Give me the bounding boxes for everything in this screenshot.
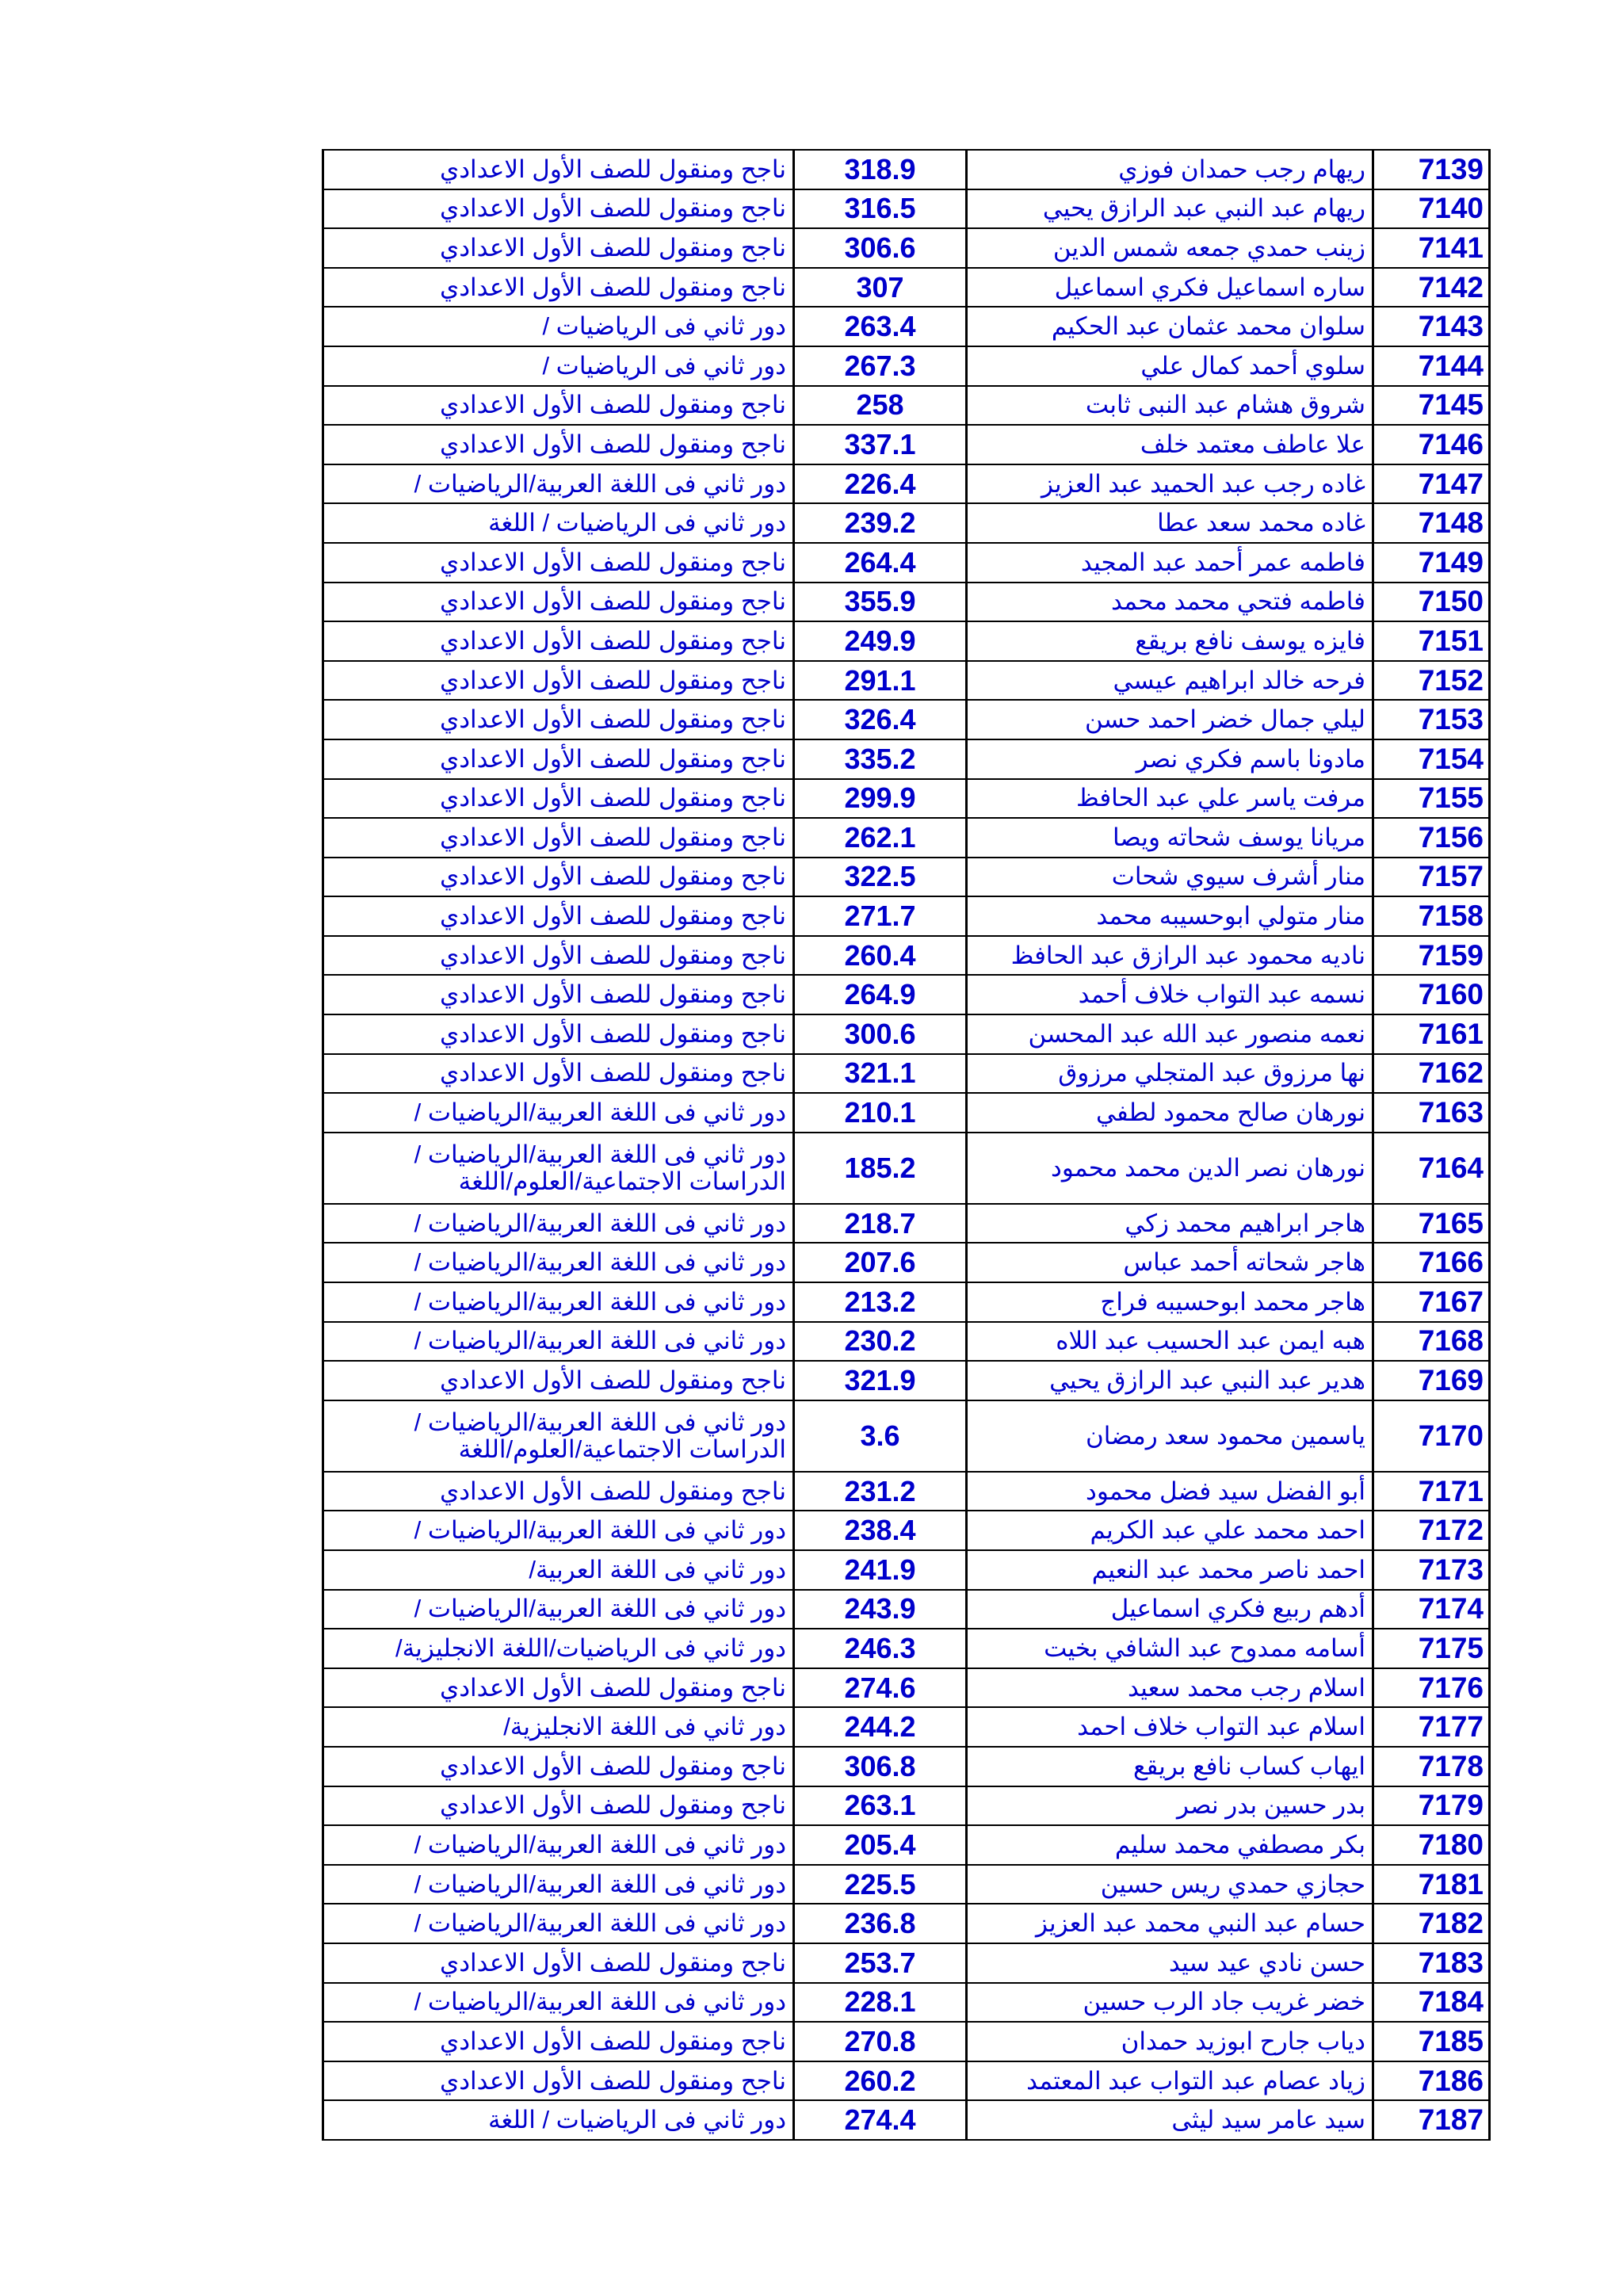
- table-row: [323, 1204, 1490, 1244]
- status-cell: دور ثاني فى الرياضيات /: [323, 346, 794, 386]
- score-cell: 264.9: [794, 975, 967, 1014]
- score-cell: 337.1: [794, 425, 967, 464]
- table-row: [323, 1133, 1490, 1204]
- status-cell: ناجح ومنقول للصف الأول الاعدادي: [323, 739, 794, 779]
- table-row: [323, 1322, 1490, 1362]
- seat-number-cell: 7167: [1373, 1282, 1490, 1322]
- student-name-cell: اسلام رجب محمد سعيد: [967, 1668, 1373, 1708]
- seat-number-cell: 7169: [1373, 1361, 1490, 1400]
- table-row: [323, 975, 1490, 1014]
- seat-number-cell: 7149: [1373, 543, 1490, 583]
- student-name-cell: منار متولي ابوحسيبه محمد: [967, 896, 1373, 936]
- table-row: [323, 503, 1490, 543]
- status-cell: ناجح ومنقول للصف الأول الاعدادي: [323, 228, 794, 268]
- score-cell: 274.4: [794, 2100, 967, 2140]
- student-name-cell: ايهاب كساب نافع بريقع: [967, 1747, 1373, 1786]
- status-cell: ناجح ومنقول للصف الأول الاعدادي: [323, 621, 794, 661]
- table-row: [323, 2100, 1490, 2140]
- status-cell: دور ثاني فى اللغة الانجليزية/: [323, 1707, 794, 1747]
- score-cell: 225.5: [794, 1865, 967, 1904]
- table-row: [323, 779, 1490, 819]
- status-cell: ناجح ومنقول للصف الأول الاعدادي: [323, 858, 794, 897]
- student-name-cell: اسلام عبد التواب خلاف احمد: [967, 1707, 1373, 1747]
- score-cell: 207.6: [794, 1243, 967, 1282]
- status-cell: دور ثاني فى الرياضيات/اللغة الانجليزية/: [323, 1629, 794, 1668]
- seat-number-cell: 7164: [1373, 1133, 1490, 1204]
- score-cell: 322.5: [794, 858, 967, 897]
- seat-number-cell: 7147: [1373, 464, 1490, 504]
- score-cell: 231.2: [794, 1472, 967, 1511]
- student-name-cell: هاجر شحاته أحمد عباس: [967, 1243, 1373, 1282]
- status-cell: دور ثاني فى اللغة العربية/الرياضيات /: [323, 1243, 794, 1282]
- student-name-cell: أسامه ممدوح عبد الشافي بخيت: [967, 1629, 1373, 1668]
- student-name-cell: حسام عبد النبي محمد عبد العزيز: [967, 1904, 1373, 1943]
- seat-number-cell: 7181: [1373, 1865, 1490, 1904]
- score-cell: 258: [794, 386, 967, 426]
- seat-number-cell: 7145: [1373, 386, 1490, 426]
- student-name-cell: هبه ايمن عبد الحسيب عبد اللاه: [967, 1322, 1373, 1362]
- seat-number-cell: 7179: [1373, 1786, 1490, 1826]
- score-cell: 274.6: [794, 1668, 967, 1708]
- score-cell: 326.4: [794, 700, 967, 739]
- seat-number-cell: 7166: [1373, 1243, 1490, 1282]
- student-name-cell: علا عاطف معتمد خلف: [967, 425, 1373, 464]
- student-name-cell: احمد ناصر محمد عبد النعيم: [967, 1550, 1373, 1590]
- table-row: [323, 818, 1490, 858]
- student-name-cell: فاطمه عمر أحمد عبد المجيد: [967, 543, 1373, 583]
- score-cell: 262.1: [794, 818, 967, 858]
- score-cell: 236.8: [794, 1904, 967, 1943]
- score-cell: 306.8: [794, 1747, 967, 1786]
- table-row: [323, 1747, 1490, 1786]
- table-row: [323, 1629, 1490, 1668]
- score-cell: 249.9: [794, 621, 967, 661]
- seat-number-cell: 7144: [1373, 346, 1490, 386]
- seat-number-cell: 7186: [1373, 2061, 1490, 2101]
- score-cell: 244.2: [794, 1707, 967, 1747]
- seat-number-cell: 7143: [1373, 307, 1490, 346]
- status-cell: دور ثاني فى اللغة العربية/: [323, 1550, 794, 1590]
- student-name-cell: فرحه خالد ابراهيم عيسي: [967, 661, 1373, 701]
- student-name-cell: نورهان نصر الدين محمد محمود: [967, 1133, 1373, 1204]
- status-cell: دور ثاني فى الرياضيات / اللغة: [323, 503, 794, 543]
- status-cell: ناجح ومنقول للصف الأول الاعدادي: [323, 779, 794, 819]
- table-row: [323, 1865, 1490, 1904]
- status-cell: ناجح ومنقول للصف الأول الاعدادي: [323, 975, 794, 1014]
- results-sheet: [322, 149, 1491, 2141]
- status-cell: ناجح ومنقول للصف الأول الاعدادي: [323, 1361, 794, 1400]
- student-name-cell: شروق هشام عبد النبى ثابت: [967, 386, 1373, 426]
- seat-number-cell: 7141: [1373, 228, 1490, 268]
- status-cell: دور ثاني فى اللغة العربية/الرياضيات / الدراسات الاجتماعية/العلوم/اللغة: [323, 1400, 794, 1472]
- status-cell: دور ثاني فى اللغة العربية/الرياضيات /: [323, 1282, 794, 1322]
- seat-number-cell: 7174: [1373, 1590, 1490, 1629]
- seat-number-cell: 7159: [1373, 936, 1490, 976]
- table-row: [323, 464, 1490, 504]
- student-name-cell: حسن نادي عيد سيد: [967, 1943, 1373, 1983]
- student-name-cell: مرفت ياسر علي عبد الحافظ: [967, 779, 1373, 819]
- student-name-cell: ياسمين محمود سعد رمضان: [967, 1400, 1373, 1472]
- seat-number-cell: 7162: [1373, 1054, 1490, 1094]
- table-row: [323, 2061, 1490, 2101]
- status-cell: ناجح ومنقول للصف الأول الاعدادي: [323, 583, 794, 622]
- status-cell: دور ثاني فى اللغة العربية/الرياضيات /: [323, 1590, 794, 1629]
- student-name-cell: نها مرزوق عبد المتجلي مرزوق: [967, 1054, 1373, 1094]
- table-row: [323, 936, 1490, 976]
- seat-number-cell: 7153: [1373, 700, 1490, 739]
- seat-number-cell: 7148: [1373, 503, 1490, 543]
- score-cell: 3.6: [794, 1400, 967, 1472]
- seat-number-cell: 7183: [1373, 1943, 1490, 1983]
- status-cell: دور ثاني فى اللغة العربية/الرياضيات /: [323, 1904, 794, 1943]
- table-row: [323, 307, 1490, 346]
- score-cell: 205.4: [794, 1825, 967, 1865]
- score-cell: 185.2: [794, 1133, 967, 1204]
- student-name-cell: فاطمه فتحي محمد محمد: [967, 583, 1373, 622]
- table-row: [323, 268, 1490, 308]
- student-name-cell: غاده محمد سعد عطا: [967, 503, 1373, 543]
- score-cell: 306.6: [794, 228, 967, 268]
- status-cell: ناجح ومنقول للصف الأول الاعدادي: [323, 1054, 794, 1094]
- seat-number-cell: 7156: [1373, 818, 1490, 858]
- status-cell: دور ثاني فى اللغة العربية/الرياضيات /: [323, 464, 794, 504]
- seat-number-cell: 7182: [1373, 1904, 1490, 1943]
- seat-number-cell: 7176: [1373, 1668, 1490, 1708]
- status-cell: دور ثاني فى اللغة العربية/الرياضيات / الدراسات الاجتماعية/العلوم/اللغة: [323, 1133, 794, 1204]
- table-row: [323, 1668, 1490, 1708]
- table-row: [323, 661, 1490, 701]
- table-row: [323, 1400, 1490, 1472]
- status-cell: دور ثاني فى اللغة العربية/الرياضيات /: [323, 1511, 794, 1550]
- seat-number-cell: 7177: [1373, 1707, 1490, 1747]
- seat-number-cell: 7139: [1373, 150, 1490, 189]
- score-cell: 355.9: [794, 583, 967, 622]
- seat-number-cell: 7163: [1373, 1093, 1490, 1133]
- table-row: [323, 896, 1490, 936]
- seat-number-cell: 7146: [1373, 425, 1490, 464]
- status-cell: ناجح ومنقول للصف الأول الاعدادي: [323, 386, 794, 426]
- seat-number-cell: 7178: [1373, 1747, 1490, 1786]
- seat-number-cell: 7158: [1373, 896, 1490, 936]
- table-row: [323, 425, 1490, 464]
- table-row: [323, 1983, 1490, 2023]
- table-row: [323, 2022, 1490, 2061]
- student-name-cell: ساره اسماعيل فكري اسماعيل: [967, 268, 1373, 308]
- seat-number-cell: 7140: [1373, 189, 1490, 229]
- student-name-cell: بكر مصطفي محمد سليم: [967, 1825, 1373, 1865]
- status-cell: دور ثاني فى الرياضيات /: [323, 307, 794, 346]
- results-table-body: [323, 150, 1490, 2140]
- results-table: [322, 149, 1491, 2141]
- seat-number-cell: 7165: [1373, 1204, 1490, 1244]
- score-cell: 253.7: [794, 1943, 967, 1983]
- seat-number-cell: 7157: [1373, 858, 1490, 897]
- student-name-cell: هدير عبد النبي عبد الرازق يحيي: [967, 1361, 1373, 1400]
- seat-number-cell: 7171: [1373, 1472, 1490, 1511]
- table-row: [323, 1825, 1490, 1865]
- table-row: [323, 386, 1490, 426]
- seat-number-cell: 7168: [1373, 1322, 1490, 1362]
- score-cell: 271.7: [794, 896, 967, 936]
- score-cell: 241.9: [794, 1550, 967, 1590]
- table-row: [323, 1511, 1490, 1550]
- status-cell: ناجح ومنقول للصف الأول الاعدادي: [323, 150, 794, 189]
- student-name-cell: نعمه منصور عبد الله عبد المحسن: [967, 1014, 1373, 1054]
- student-name-cell: غاده رجب عبد الحميد عبد العزيز: [967, 464, 1373, 504]
- table-row: [323, 1093, 1490, 1133]
- student-name-cell: زياد عصام عبد التواب عبد المعتمد: [967, 2061, 1373, 2101]
- status-cell: ناجح ومنقول للصف الأول الاعدادي: [323, 936, 794, 976]
- score-cell: 321.1: [794, 1054, 967, 1094]
- status-cell: ناجح ومنقول للصف الأول الاعدادي: [323, 700, 794, 739]
- score-cell: 246.3: [794, 1629, 967, 1668]
- student-name-cell: فايزه يوسف نافع بريقع: [967, 621, 1373, 661]
- table-row: [323, 700, 1490, 739]
- status-cell: ناجح ومنقول للصف الأول الاعدادي: [323, 2061, 794, 2101]
- table-row: [323, 1590, 1490, 1629]
- table-row: [323, 346, 1490, 386]
- table-row: [323, 1472, 1490, 1511]
- student-name-cell: مادونا باسم فكري نصر: [967, 739, 1373, 779]
- score-cell: 228.1: [794, 1983, 967, 2023]
- score-cell: 263.1: [794, 1786, 967, 1826]
- student-name-cell: سيد عامر سيد ليثى: [967, 2100, 1373, 2140]
- status-cell: دور ثاني فى اللغة العربية/الرياضيات /: [323, 1825, 794, 1865]
- table-row: [323, 583, 1490, 622]
- status-cell: دور ثاني فى اللغة العربية/الرياضيات /: [323, 1865, 794, 1904]
- student-name-cell: ريهام رجب حمدان فوزي: [967, 150, 1373, 189]
- status-cell: ناجح ومنقول للصف الأول الاعدادي: [323, 661, 794, 701]
- student-name-cell: أدهم ربيع فكري اسماعيل: [967, 1590, 1373, 1629]
- status-cell: دور ثاني فى اللغة العربية/الرياضيات /: [323, 1204, 794, 1244]
- student-name-cell: أبو الفضل سيد فضل محمود: [967, 1472, 1373, 1511]
- status-cell: ناجح ومنقول للصف الأول الاعدادي: [323, 189, 794, 229]
- student-name-cell: منار أشرف سيوي شحات: [967, 858, 1373, 897]
- seat-number-cell: 7187: [1373, 2100, 1490, 2140]
- score-cell: 291.1: [794, 661, 967, 701]
- score-cell: 267.3: [794, 346, 967, 386]
- status-cell: ناجح ومنقول للصف الأول الاعدادي: [323, 1472, 794, 1511]
- seat-number-cell: 7180: [1373, 1825, 1490, 1865]
- status-cell: ناجح ومنقول للصف الأول الاعدادي: [323, 268, 794, 308]
- table-row: [323, 189, 1490, 229]
- score-cell: 263.4: [794, 307, 967, 346]
- seat-number-cell: 7185: [1373, 2022, 1490, 2061]
- score-cell: 321.9: [794, 1361, 967, 1400]
- status-cell: ناجح ومنقول للصف الأول الاعدادي: [323, 1747, 794, 1786]
- seat-number-cell: 7150: [1373, 583, 1490, 622]
- score-cell: 260.4: [794, 936, 967, 976]
- status-cell: ناجح ومنقول للصف الأول الاعدادي: [323, 2022, 794, 2061]
- score-cell: 316.5: [794, 189, 967, 229]
- score-cell: 299.9: [794, 779, 967, 819]
- seat-number-cell: 7152: [1373, 661, 1490, 701]
- seat-number-cell: 7172: [1373, 1511, 1490, 1550]
- score-cell: 318.9: [794, 150, 967, 189]
- score-cell: 335.2: [794, 739, 967, 779]
- student-name-cell: هاجر محمد ابوحسيبه فراج: [967, 1282, 1373, 1322]
- seat-number-cell: 7175: [1373, 1629, 1490, 1668]
- student-name-cell: سلوي أحمد كمال علي: [967, 346, 1373, 386]
- score-cell: 210.1: [794, 1093, 967, 1133]
- table-row: [323, 621, 1490, 661]
- score-cell: 243.9: [794, 1590, 967, 1629]
- status-cell: دور ثاني فى اللغة العربية/الرياضيات /: [323, 1322, 794, 1362]
- student-name-cell: ليلي جمال خضر احمد حسن: [967, 700, 1373, 739]
- seat-number-cell: 7184: [1373, 1983, 1490, 2023]
- status-cell: ناجح ومنقول للصف الأول الاعدادي: [323, 1014, 794, 1054]
- seat-number-cell: 7173: [1373, 1550, 1490, 1590]
- table-row: [323, 228, 1490, 268]
- student-name-cell: بدر حسين بدر نصر: [967, 1786, 1373, 1826]
- score-cell: 226.4: [794, 464, 967, 504]
- status-cell: دور ثاني فى الرياضيات / اللغة: [323, 2100, 794, 2140]
- seat-number-cell: 7161: [1373, 1014, 1490, 1054]
- student-name-cell: دياب جارح ابوزيد حمدان: [967, 2022, 1373, 2061]
- status-cell: دور ثاني فى اللغة العربية/الرياضيات /: [323, 1093, 794, 1133]
- seat-number-cell: 7170: [1373, 1400, 1490, 1472]
- student-name-cell: نسمه عبد التواب خلاف أحمد: [967, 975, 1373, 1014]
- seat-number-cell: 7160: [1373, 975, 1490, 1014]
- student-name-cell: خضر غريب جاد الرب حسين: [967, 1983, 1373, 2023]
- student-name-cell: زينب حمدي جمعه شمس الدين: [967, 228, 1373, 268]
- status-cell: ناجح ومنقول للصف الأول الاعدادي: [323, 1668, 794, 1708]
- student-name-cell: سلوان محمد عثمان عبد الحكيم: [967, 307, 1373, 346]
- student-name-cell: مريانا يوسف شحاته ويصا: [967, 818, 1373, 858]
- student-name-cell: ناديه محمود عبد الرازق عبد الحافظ: [967, 936, 1373, 976]
- score-cell: 213.2: [794, 1282, 967, 1322]
- table-row: [323, 1707, 1490, 1747]
- status-cell: ناجح ومنقول للصف الأول الاعدادي: [323, 543, 794, 583]
- score-cell: 239.2: [794, 503, 967, 543]
- table-row: [323, 858, 1490, 897]
- score-cell: 230.2: [794, 1322, 967, 1362]
- student-name-cell: حجازي حمدي ريس حسين: [967, 1865, 1373, 1904]
- score-cell: 264.4: [794, 543, 967, 583]
- table-row: [323, 1904, 1490, 1943]
- score-cell: 238.4: [794, 1511, 967, 1550]
- table-row: [323, 1943, 1490, 1983]
- score-cell: 307: [794, 268, 967, 308]
- student-name-cell: هاجر ابراهيم محمد زكي: [967, 1204, 1373, 1244]
- table-row: [323, 1243, 1490, 1282]
- status-cell: دور ثاني فى اللغة العربية/الرياضيات /: [323, 1983, 794, 2023]
- table-row: [323, 543, 1490, 583]
- score-cell: 260.2: [794, 2061, 967, 2101]
- table-row: [323, 1550, 1490, 1590]
- status-cell: ناجح ومنقول للصف الأول الاعدادي: [323, 425, 794, 464]
- score-cell: 218.7: [794, 1204, 967, 1244]
- score-cell: 300.6: [794, 1014, 967, 1054]
- student-name-cell: احمد محمد علي عبد الكريم: [967, 1511, 1373, 1550]
- status-cell: ناجح ومنقول للصف الأول الاعدادي: [323, 1943, 794, 1983]
- table-row: [323, 1282, 1490, 1322]
- score-cell: 270.8: [794, 2022, 967, 2061]
- table-row: [323, 1361, 1490, 1400]
- seat-number-cell: 7155: [1373, 779, 1490, 819]
- status-cell: ناجح ومنقول للصف الأول الاعدادي: [323, 818, 794, 858]
- table-row: [323, 1014, 1490, 1054]
- table-row: [323, 1786, 1490, 1826]
- student-name-cell: نورهان صالح محمود لطفي: [967, 1093, 1373, 1133]
- table-row: [323, 739, 1490, 779]
- table-row: [323, 150, 1490, 189]
- table-row: [323, 1054, 1490, 1094]
- student-name-cell: ريهام عبد النبي عبد الرازق يحيي: [967, 189, 1373, 229]
- seat-number-cell: 7154: [1373, 739, 1490, 779]
- status-cell: ناجح ومنقول للصف الأول الاعدادي: [323, 896, 794, 936]
- seat-number-cell: 7151: [1373, 621, 1490, 661]
- status-cell: ناجح ومنقول للصف الأول الاعدادي: [323, 1786, 794, 1826]
- seat-number-cell: 7142: [1373, 268, 1490, 308]
